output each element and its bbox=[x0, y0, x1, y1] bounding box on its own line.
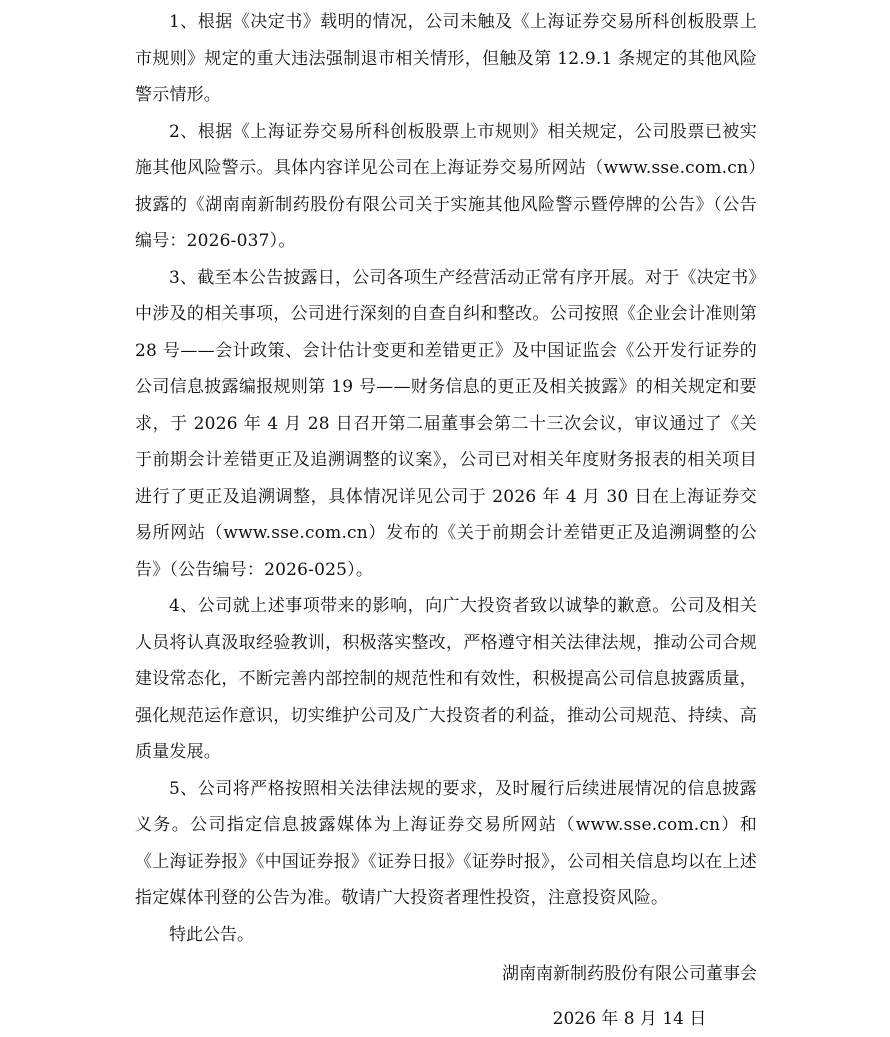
document-body bbox=[135, 4, 757, 953]
paragraph-3: 3、截至本公告披露日，公司各项生产经营活动正常有序开展。对于《决定书》中涉及的相关事项，公司进行深刻的自查自纠和整改。公司按照《企业会计准则第 28 号——会计政策、会计估计变更和差错更正》及中国证监会《公开发行证券的公司信息披露编报规则第 19 号——财务信息的更正及相关披露》的相关规定和要求，于 2026 年 4 月 28 日召开第二届董事会第二十三次会议，审议通过了《关于前期会计差错更正及追溯调整的议案》，公司已对相关年度财务报表的相关项目进行了更正及追溯调整，具体情况详见公司于 2026 年 4 月 30 日在上海证券交易所网站（www.sse.com.cn）发布的《关于前期会计差错更正及追溯调整的公告》（公告编号：2026-025）。 bbox=[135, 260, 757, 589]
signature-company: 湖南南新制药股份有限公司董事会 bbox=[502, 956, 757, 993]
signature-date: 2026 年 8 月 14 日 bbox=[502, 1001, 757, 1037]
paragraph-5: 5、公司将严格按照相关法律法规的要求，及时履行后续进展情况的信息披露义务。公司指定信息披露媒体为上海证券交易所网站（www.sse.com.cn）和《上海证券报》《中国证券报》《证券日报》《证券时报》，公司相关信息均以在上述指定媒体刊登的公告为准。敬请广大投资者理性投资，注意投资风险。 bbox=[135, 771, 757, 917]
closing-statement: 特此公告。 bbox=[135, 917, 757, 954]
paragraph-1: 1、根据《决定书》载明的情况，公司未触及《上海证券交易所科创板股票上市规则》规定的重大违法强制退市相关情形，但触及第 12.9.1 条规定的其他风险警示情形。 bbox=[135, 4, 757, 114]
paragraph-4: 4、公司就上述事项带来的影响，向广大投资者致以诚挚的歉意。公司及相关人员将认真汲取经验教训，积极落实整改，严格遵守相关法律法规，推动公司合规建设常态化，不断完善内部控制的规范性和有效性，积极提高公司信息披露质量，强化规范运作意识，切实维护公司及广大投资者的利益，推动公司规范、持续、高质量发展。 bbox=[135, 588, 757, 771]
signature-block bbox=[502, 956, 757, 1037]
paragraph-2: 2、根据《上海证券交易所科创板股票上市规则》相关规定，公司股票已被实施其他风险警示。具体内容详见公司在上海证券交易所网站（www.sse.com.cn）披露的《湖南南新制药股份有限公司关于实施其他风险警示暨停牌的公告》（公告编号：2026-037）。 bbox=[135, 114, 757, 260]
